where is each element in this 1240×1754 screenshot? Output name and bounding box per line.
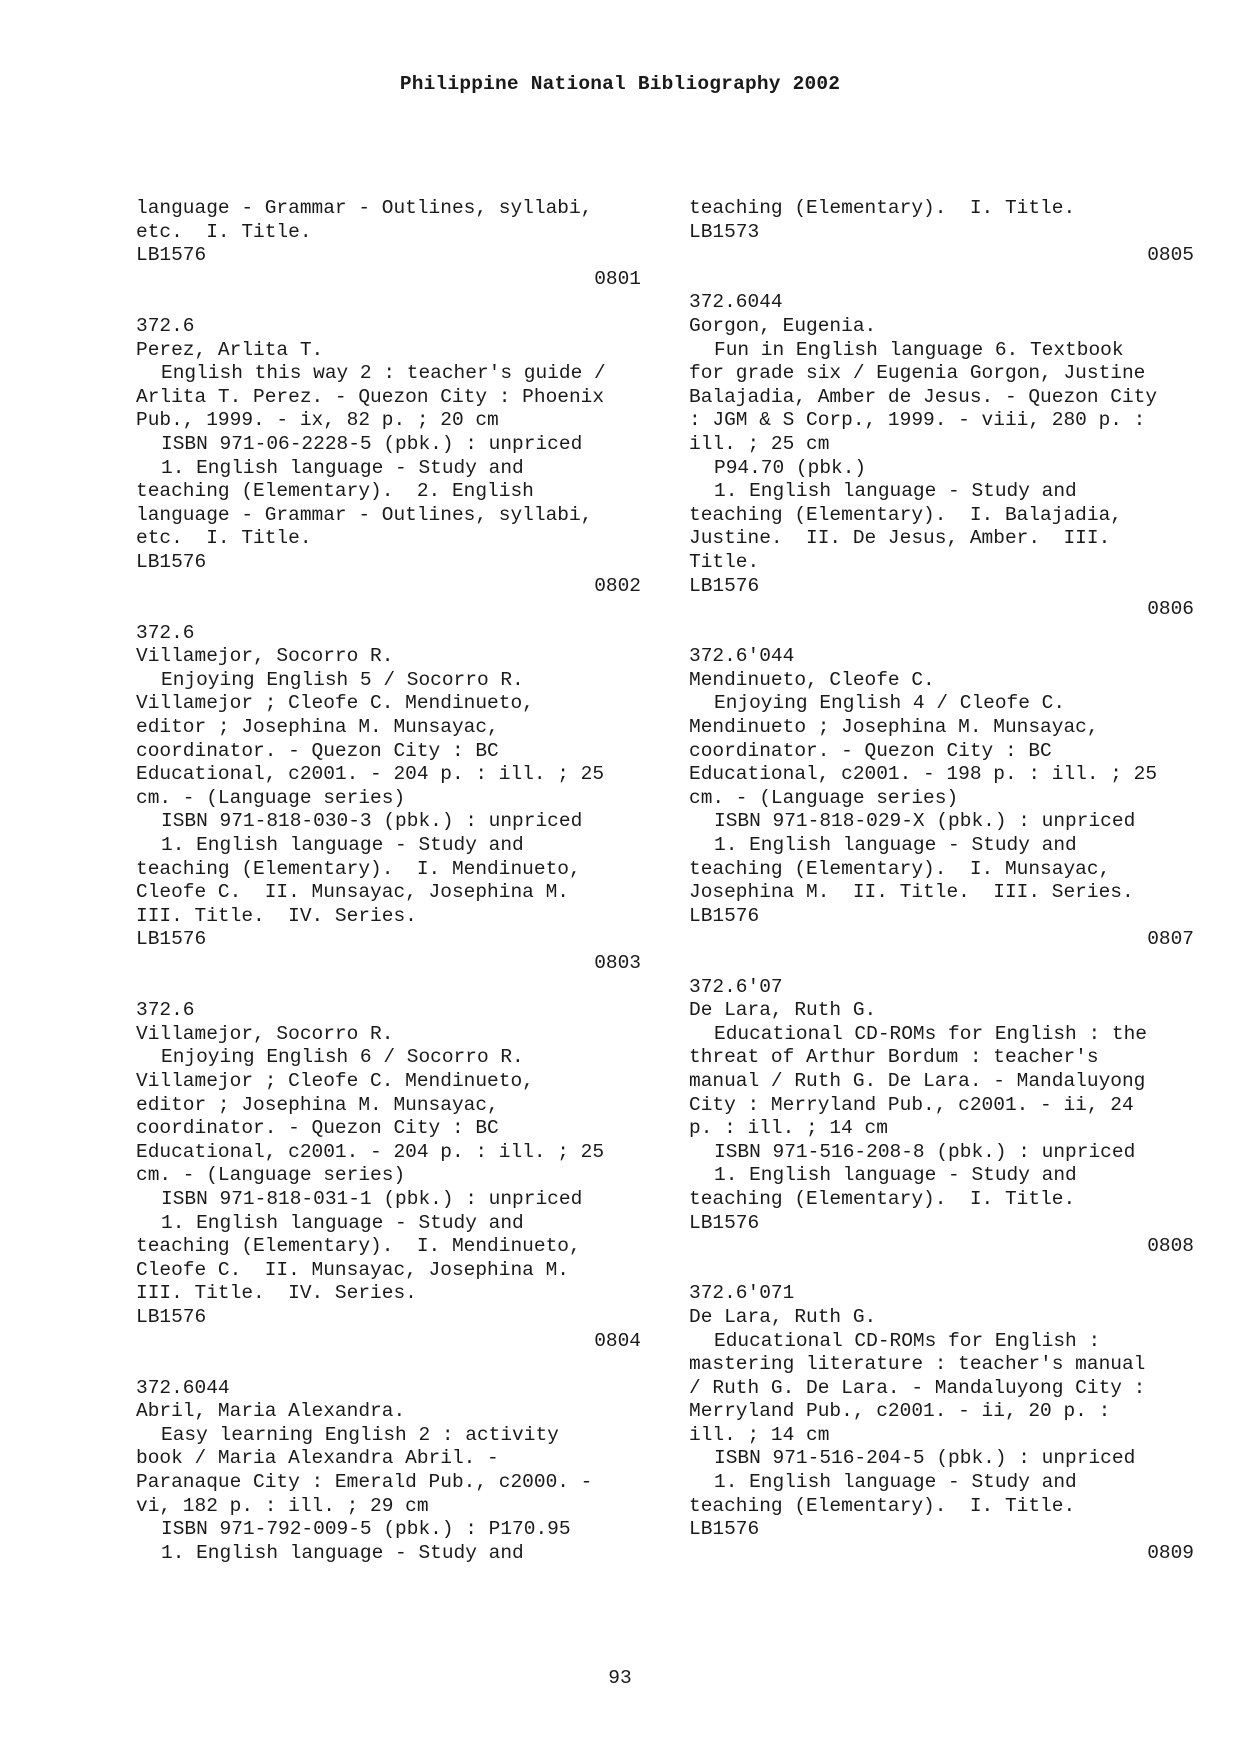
entry-line: Cleofe C. II. Munsayac, Josephina M. [136, 1258, 569, 1281]
entry-line: Enjoying English 5 / Socorro R. [161, 668, 524, 691]
entry-line: Educational CD-ROMs for English : [714, 1329, 1101, 1352]
entry-line: cm. - (Language series) [689, 786, 959, 809]
entry-separator [689, 952, 1194, 976]
entry-line: De Lara, Ruth G. [689, 999, 877, 1022]
entry-line: ISBN 971-792-009-5 (pbk.) : P170.95 [161, 1518, 571, 1541]
entry-line: Villamejor ; Cleofe C. Mendinueto, [136, 692, 534, 715]
entry-line: etc. I. Title. [136, 527, 312, 550]
entry-line: for grade six / Eugenia Gorgon, Justine [689, 362, 1146, 385]
entry-line: LB1573 [689, 220, 760, 243]
entry-number: 0807 [1147, 928, 1194, 951]
entry-line: Gorgon, Eugenia. [689, 314, 877, 337]
entry-number: 0809 [1147, 1541, 1194, 1564]
entry-line: III. Title. IV. Series. [136, 904, 417, 927]
entry-line: 1. English language - Study and [714, 1471, 1077, 1494]
entry-separator [689, 622, 1194, 646]
entry-separator [136, 1353, 641, 1377]
entry-line: threat of Arthur Bordum : teacher's [689, 1046, 1099, 1069]
entry-line: LB1576 [136, 1305, 207, 1328]
entry-line: editor ; Josephina M. Munsayac, [136, 1093, 499, 1116]
entry-line: 372.6044 [689, 291, 783, 314]
entry-line: 1. English language - Study and [161, 1541, 524, 1564]
entry-line: cm. - (Language series) [136, 1164, 406, 1187]
entry-line: ISBN 971-818-031-1 (pbk.) : unpriced [161, 1187, 583, 1210]
entry-line: 372.6 [136, 314, 195, 337]
entry-line: 372.6 [136, 999, 195, 1022]
entry-line: mastering literature : teacher's manual [689, 1353, 1146, 1376]
entry-line: Educational, c2001. - 204 p. : ill. ; 25 [136, 763, 605, 786]
entry-line: teaching (Elementary). I. Title. [689, 197, 1076, 219]
entry-line: Mendinueto, Cleofe C. [689, 668, 935, 691]
entry-line: Title. [689, 550, 760, 573]
entry-separator [136, 976, 641, 1000]
entry-line: coordinator. - Quezon City : BC [136, 1117, 499, 1140]
entry-line: Josephina M. II. Title. III. Series. [689, 881, 1134, 904]
entry-line: teaching (Elementary). I. Title. [689, 1187, 1076, 1210]
entry-line: language - Grammar - Outlines, syllabi, [136, 503, 593, 526]
entry-line: City : Merryland Pub., c2001. - ii, 24 [689, 1093, 1134, 1116]
entry-line: / Ruth G. De Lara. - Mandaluyong City : [689, 1376, 1146, 1399]
entry-line: teaching (Elementary). I. Munsayac, [689, 857, 1111, 880]
entry-line: De Lara, Ruth G. [689, 1305, 877, 1328]
entry-line: 372.6 [136, 621, 195, 644]
entry-line: teaching (Elementary). I. Mendinueto, [136, 1235, 581, 1258]
entry-line: ISBN 971-818-029-X (pbk.) : unpriced [714, 810, 1136, 833]
entry-line: P94.70 (pbk.) [714, 456, 867, 479]
entry-line: Educational CD-ROMs for English : the [714, 1022, 1147, 1045]
entry-line: 1. English language - Study and [714, 834, 1077, 857]
entry-line: teaching (Elementary). I. Title. [689, 1494, 1076, 1517]
entry-line: ISBN 971-818-030-3 (pbk.) : unpriced [161, 810, 583, 833]
entry-line: 1. English language - Study and [714, 480, 1077, 503]
entry-line: teaching (Elementary). I. Mendinueto, [136, 857, 581, 880]
entry-line: Fun in English language 6. Textbook [714, 338, 1124, 361]
entry-line: Pub., 1999. - ix, 82 p. ; 20 cm [136, 409, 499, 432]
entry-line: ill. ; 25 cm [689, 432, 830, 455]
entry-number: 0803 [594, 952, 641, 974]
entry-line: teaching (Elementary). I. Balajadia, [689, 503, 1122, 526]
entry-line: Balajadia, Amber de Jesus. - Quezon City [689, 385, 1158, 408]
entry-line: III. Title. IV. Series. [136, 1282, 417, 1305]
entry-line: coordinator. - Quezon City : BC [136, 739, 499, 762]
entry-line: 372.6'071 [689, 1282, 795, 1305]
entry-line: ISBN 971-516-208-8 (pbk.) : unpriced [714, 1140, 1136, 1163]
entry-line: ill. ; 14 cm [689, 1423, 830, 1446]
entry-line: editor ; Josephina M. Munsayac, [136, 716, 499, 739]
entry-line: 372.6044 [136, 1376, 230, 1399]
entry-line: Perez, Arlita T. [136, 338, 324, 361]
entry-line: 1. English language - Study and [161, 1211, 524, 1234]
page-title: Philippine National Bibliography 2002 [399, 73, 841, 95]
entry-line: LB1576 [689, 1211, 760, 1234]
entry-separator [689, 268, 1194, 292]
entry-number: 0806 [1147, 598, 1194, 621]
entry-line: 372.6'07 [689, 975, 783, 998]
entry-line: Abril, Maria Alexandra. [136, 1400, 406, 1423]
entry-line: 1. English language - Study and [161, 834, 524, 857]
entry-line: Villamejor, Socorro R. [136, 645, 394, 668]
entry-line: Arlita T. Perez. - Quezon City : Phoenix [136, 385, 605, 408]
entry-line: Villamejor ; Cleofe C. Mendinueto, [136, 1069, 534, 1092]
entry-separator [136, 598, 641, 622]
entry-line: LB1576 [136, 244, 207, 267]
entry-line: coordinator. - Quezon City : BC [689, 739, 1052, 762]
entry-line: cm. - (Language series) [136, 786, 406, 809]
entry-line: LB1576 [689, 1518, 760, 1541]
entry-line: Educational, c2001. - 204 p. : ill. ; 25 [136, 1140, 605, 1163]
entry-line: LB1576 [136, 928, 207, 951]
entry-number: 0804 [594, 1329, 641, 1352]
entry-line: Easy learning English 2 : activity [161, 1423, 559, 1446]
left-column [136, 197, 641, 1565]
entry-line: ISBN 971-06-2228-5 (pbk.) : unpriced [161, 432, 583, 455]
entry-line: Mendinueto ; Josephina M. Munsayac, [689, 716, 1099, 739]
entry-line: Justine. II. De Jesus, Amber. III. [689, 527, 1111, 550]
entry-line: 1. English language - Study and [714, 1164, 1077, 1187]
entry-separator [136, 291, 641, 315]
entry-line: 372.6'044 [689, 645, 795, 668]
entry-number: 0805 [1147, 244, 1194, 267]
entry-separator [689, 1259, 1194, 1283]
entry-line: p. : ill. ; 14 cm [689, 1117, 888, 1140]
entry-line: vi, 182 p. : ill. ; 29 cm [136, 1494, 429, 1517]
entry-line: Enjoying English 6 / Socorro R. [161, 1046, 524, 1069]
entry-number: 0808 [1147, 1235, 1194, 1258]
entry-line: LB1576 [689, 574, 760, 597]
entry-line: Cleofe C. II. Munsayac, Josephina M. [136, 881, 569, 904]
page-number: 93 [608, 1667, 632, 1689]
entry-line: Paranaque City : Emerald Pub., c2000. - [136, 1471, 593, 1494]
entry-line: LB1576 [689, 904, 760, 927]
entry-line: ISBN 971-516-204-5 (pbk.) : unpriced [714, 1447, 1136, 1470]
entry-number: 0802 [594, 574, 641, 597]
entry-line: language - Grammar - Outlines, syllabi, [136, 197, 593, 219]
entry-line: Enjoying English 4 / Cleofe C. [714, 692, 1066, 715]
entry-line: book / Maria Alexandra Abril. - [136, 1447, 499, 1470]
entry-line: Educational, c2001. - 198 p. : ill. ; 25 [689, 763, 1158, 786]
entry-line: Villamejor, Socorro R. [136, 1022, 394, 1045]
entry-line: English this way 2 : teacher's guide / [161, 362, 606, 385]
entry-line: etc. I. Title. [136, 220, 312, 243]
entry-line: teaching (Elementary). 2. English [136, 480, 534, 503]
entry-line: : JGM & S Corp., 1999. - viii, 280 p. : [689, 409, 1146, 432]
entry-line: 1. English language - Study and [161, 456, 524, 479]
entry-line: Merryland Pub., c2001. - ii, 20 p. : [689, 1400, 1111, 1423]
entry-number: 0801 [594, 267, 641, 290]
entry-line: manual / Ruth G. De Lara. - Mandaluyong [689, 1069, 1146, 1092]
entry-line: LB1576 [136, 550, 207, 573]
right-column [689, 197, 1194, 1565]
